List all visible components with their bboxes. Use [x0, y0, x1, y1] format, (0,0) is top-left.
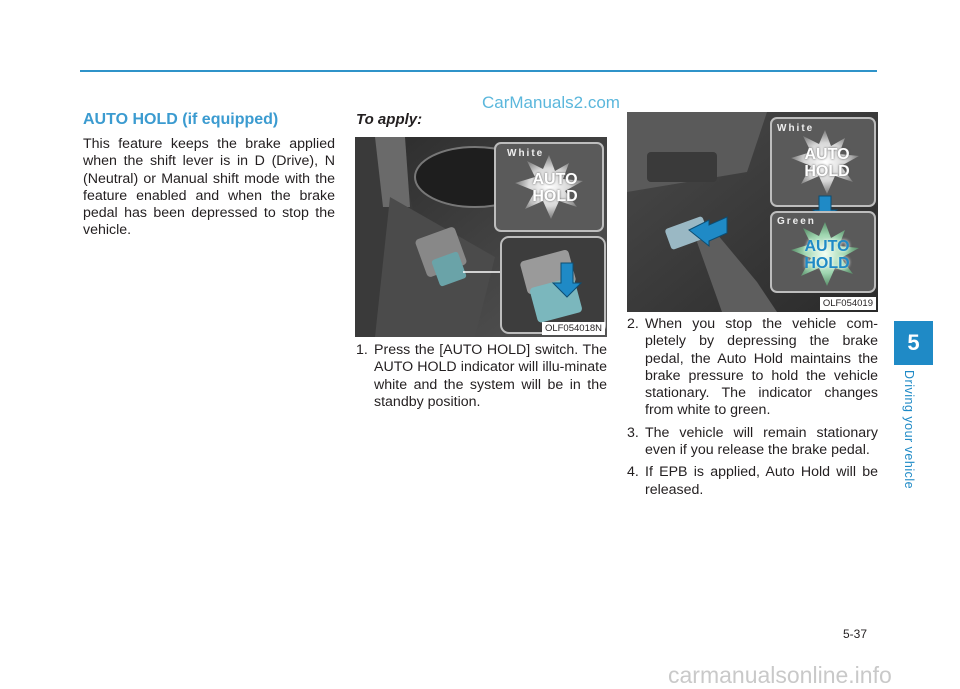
- step-number: 3.: [627, 424, 639, 441]
- list-item: [627, 316, 878, 420]
- auto-text: AUTO: [804, 146, 850, 163]
- header-rule: [80, 70, 877, 72]
- steps-list-continued: [627, 316, 878, 504]
- indicator-white-label: White: [777, 123, 815, 134]
- hold-text: HOLD: [804, 163, 850, 180]
- step-text: When you stop the vehicle com-pletely by depressing the brake pedal, the Auto Hold maintains the brake pressure to hold the vehicle stationary. The indicator changes from white to green.: [645, 316, 878, 419]
- step-number: 1.: [356, 342, 368, 358]
- list-item: [627, 464, 878, 499]
- watermark: CarManuals2.com: [482, 93, 620, 112]
- auto-hold-green-text: [803, 238, 851, 272]
- step-text: The vehicle will remain stationary even if you release the brake pedal.: [645, 424, 878, 459]
- step-number: 4.: [627, 464, 639, 481]
- step-number: 2.: [627, 316, 639, 332]
- auto-text: AUTO: [532, 171, 578, 188]
- indicator-color-label: White: [507, 148, 545, 159]
- switch-closeup: [501, 237, 605, 333]
- figure-console-switch: [355, 137, 607, 337]
- site-watermark: carmanualsonline.info: [668, 662, 892, 688]
- figure-brake-pedal: [627, 112, 878, 312]
- hold-text: HOLD: [532, 188, 578, 205]
- footwell-illustration: [627, 112, 878, 312]
- console-illustration: [355, 137, 607, 337]
- apply-heading: To apply:: [356, 111, 423, 128]
- auto-hold-white-text: [803, 146, 851, 180]
- list-item: [627, 425, 878, 460]
- indicator-green-label: Green: [777, 216, 816, 227]
- step-text: Press the [AUTO HOLD] switch. The AUTO HOLD indicator will illu-minate white and the system will be in the standby position.: [374, 342, 607, 410]
- step-text: If EPB is applied, Auto Hold will be released.: [645, 464, 878, 498]
- hold-text: HOLD: [804, 255, 850, 272]
- chapter-label-text: Driving your vehicle: [902, 370, 916, 490]
- chapter-label: [900, 370, 920, 500]
- steps-list-apply: [356, 342, 607, 416]
- auto-text: AUTO: [804, 238, 850, 255]
- auto-hold-indicator-text: [531, 171, 579, 205]
- section-body: This feature keeps the brake applied when the shift lever is in D (Drive), N (Neutral) or Manual shift mode with the feature enabled and when the brake pedal has been depressed to stop the vehicle.: [83, 136, 335, 239]
- section-title: AUTO HOLD (if equipped): [83, 111, 279, 128]
- figure-caption: OLF054019: [820, 297, 876, 310]
- list-item: [356, 342, 607, 411]
- figure-caption: OLF054018N: [542, 322, 605, 335]
- chapter-tab: 5: [894, 321, 933, 365]
- page-number: 5-37: [843, 627, 868, 641]
